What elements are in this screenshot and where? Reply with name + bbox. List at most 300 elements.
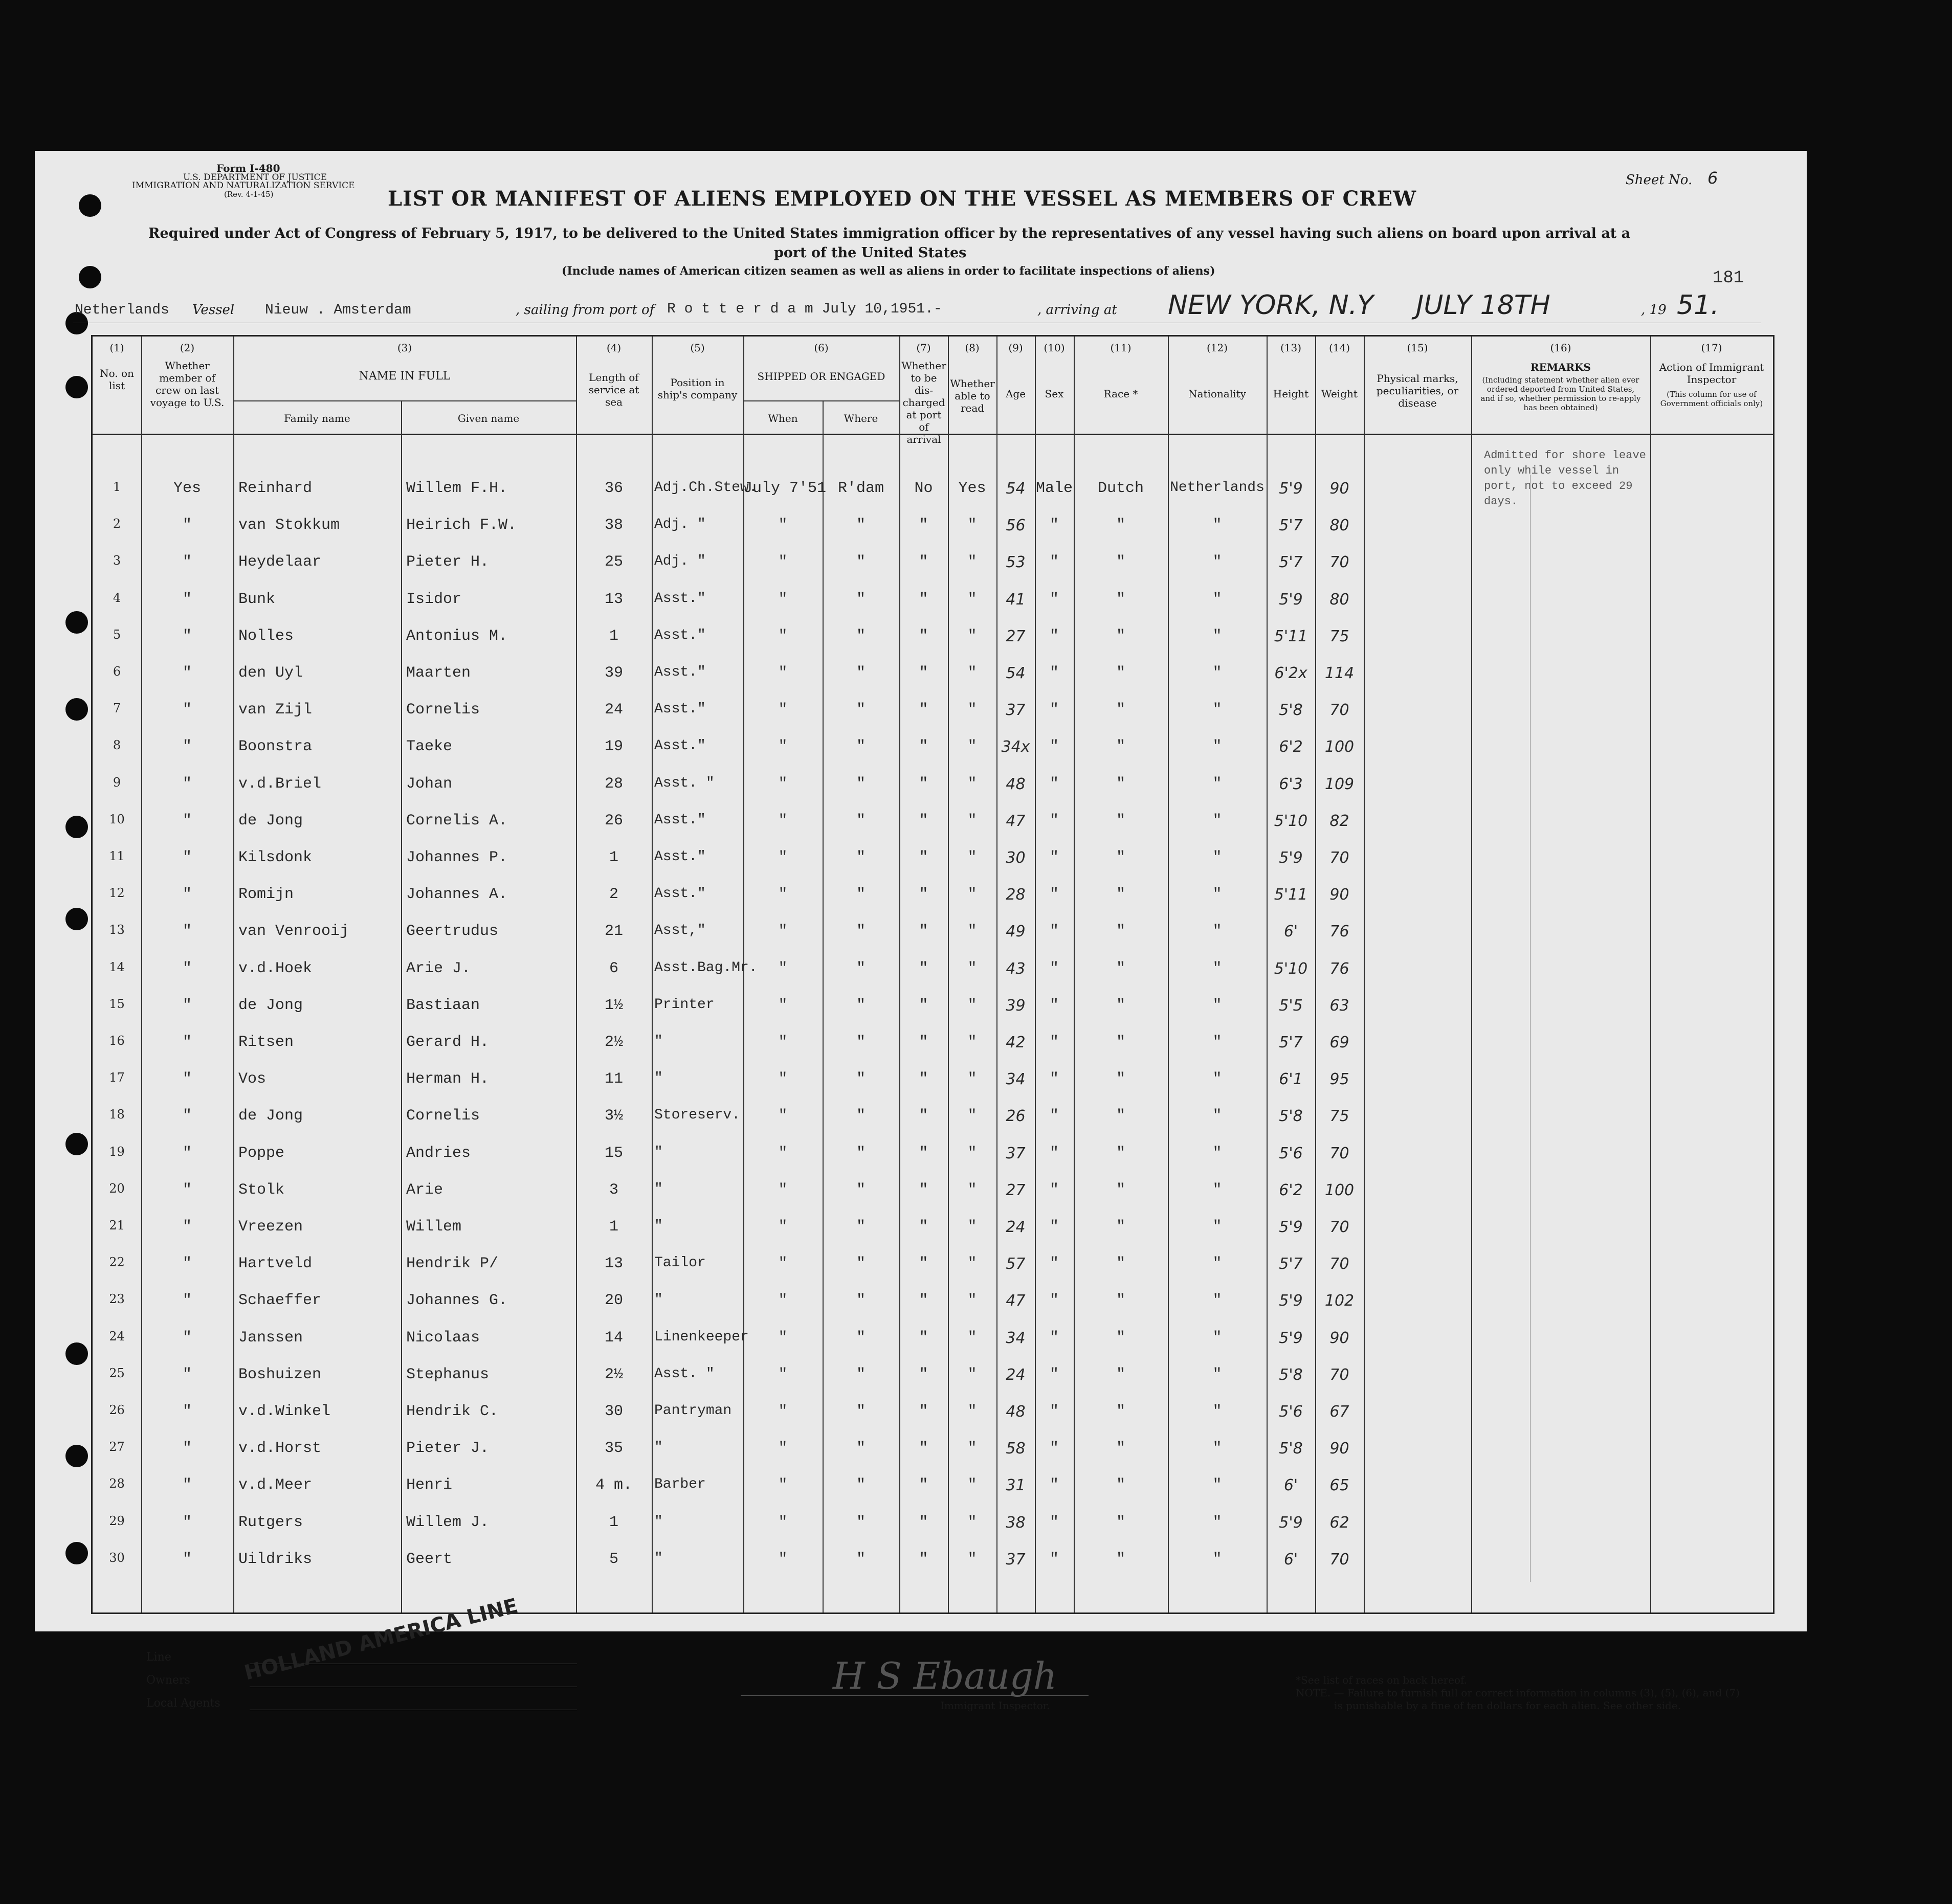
row-when-ditto: " <box>778 1107 788 1125</box>
manifest-sheet <box>35 151 1807 1712</box>
row-where-ditto: " <box>856 627 866 645</box>
row-weight: 75 <box>1329 627 1349 645</box>
col-num: (14) <box>1328 342 1350 354</box>
header-height: Height <box>1273 388 1309 400</box>
row-length-service: 3½ <box>604 1107 623 1125</box>
row-number: 11 <box>109 849 125 863</box>
row-sex-ditto: " <box>1049 775 1059 793</box>
row-length-service: 36 <box>604 480 623 497</box>
row-sex-ditto: " <box>1049 664 1059 682</box>
row-height: 5'9 <box>1279 1329 1303 1347</box>
row-when-ditto: " <box>778 1365 788 1383</box>
header-shipped-engaged: SHIPPED OR ENGAGED <box>757 370 885 383</box>
row-discharged-ditto: " <box>919 738 928 756</box>
row-length-service: 25 <box>604 553 623 571</box>
vessel-name: Nieuw . Amsterdam <box>265 302 411 318</box>
row-able-read-ditto: " <box>967 886 977 904</box>
row-crew-last-voyage: " <box>182 1218 192 1236</box>
row-discharged-ditto: " <box>919 923 928 940</box>
header-when: When <box>768 412 798 424</box>
row-where-ditto: " <box>856 1292 866 1310</box>
row-race-ditto: " <box>1116 1255 1125 1273</box>
row-number: 15 <box>109 996 125 1011</box>
row-height: 5'8 <box>1279 1365 1303 1384</box>
row-able-read-ditto: " <box>967 1144 977 1162</box>
row-number: 5 <box>113 627 121 642</box>
header-able-read: Whether able to read <box>950 377 995 414</box>
row-where-ditto: " <box>856 959 866 977</box>
row-race-ditto: " <box>1116 664 1125 682</box>
row-weight: 70 <box>1329 701 1349 720</box>
punch-hole <box>65 611 88 634</box>
row-discharged-ditto: " <box>919 1513 928 1531</box>
row-crew-last-voyage: " <box>182 1107 192 1125</box>
row-weight: 69 <box>1329 1034 1349 1051</box>
row-weight: 95 <box>1329 1070 1349 1089</box>
row-family-name: Nolles <box>238 627 294 645</box>
row-discharged-ditto: " <box>919 1181 928 1199</box>
row-number: 3 <box>113 553 121 568</box>
row-race-ditto: " <box>1116 1513 1125 1531</box>
row-discharged-ditto: " <box>919 886 928 904</box>
row-where-ditto: " <box>856 590 866 608</box>
col-divider <box>233 337 234 1612</box>
row-where-ditto: " <box>856 738 866 756</box>
row-race-ditto: " <box>1116 775 1125 793</box>
row-weight: 70 <box>1329 553 1349 572</box>
row-family-name: Janssen <box>238 1329 303 1347</box>
row-where-ditto: " <box>856 1144 866 1162</box>
header-physical-marks: Physical marks, peculiarities, or disease <box>1376 372 1459 409</box>
row-position: Asst." <box>654 627 706 643</box>
row-nationality-ditto: " <box>1212 775 1222 793</box>
row-age: 41 <box>1006 590 1026 609</box>
row-position: Linenkeeper <box>654 1329 749 1345</box>
row-where-ditto: " <box>856 996 866 1014</box>
row-when-ditto: " <box>778 738 788 756</box>
row-height: 6'1 <box>1279 1070 1303 1089</box>
punch-hole <box>65 1342 88 1365</box>
punch-hole <box>65 376 88 398</box>
row-given-name: Bastiaan <box>406 996 480 1014</box>
row-where-ditto: " <box>856 812 866 830</box>
row-number: 20 <box>109 1181 125 1196</box>
row-weight: 63 <box>1329 996 1349 1015</box>
row-given-name: Arie <box>406 1181 443 1199</box>
row-length-service: 11 <box>604 1070 623 1088</box>
row-family-name: v.d.Briel <box>238 775 322 793</box>
row-position: Adj. " <box>654 517 706 533</box>
col-num: (6) <box>814 342 829 354</box>
row-age: 24 <box>1006 1218 1026 1236</box>
form-number: Form I-480 <box>216 162 280 174</box>
row-length-service: 2½ <box>604 1365 623 1383</box>
punch-hole <box>65 1542 88 1564</box>
row-when-ditto: " <box>778 1218 788 1236</box>
row-given-name: Cornelis <box>406 1107 480 1125</box>
row-number: 30 <box>109 1550 125 1565</box>
row-position: Storeserv. <box>654 1107 741 1124</box>
row-discharged-ditto: " <box>919 1476 928 1494</box>
col-num: (1) <box>109 342 124 354</box>
row-given-name: Geert <box>406 1550 453 1568</box>
row-length-service: 1 <box>609 849 618 866</box>
row-sex-ditto: " <box>1049 1550 1059 1568</box>
col-divider <box>1364 337 1365 1612</box>
penalty-note-1: NOTE. — Failure to furnish full or correct information in columns (3), (5), (6), and (7) <box>1296 1687 1740 1699</box>
row1-where: R'dam <box>837 480 884 497</box>
row-when-ditto: " <box>778 959 788 977</box>
row-race-ditto: " <box>1116 517 1125 534</box>
row-age: 42 <box>1006 1034 1026 1051</box>
row-discharged-ditto: " <box>919 1329 928 1347</box>
row-sex-ditto: " <box>1049 1144 1059 1162</box>
row1-able-read: Yes <box>958 480 986 497</box>
row-position: Asst. " <box>654 775 715 791</box>
row-able-read-ditto: " <box>967 553 977 571</box>
row-able-read-ditto: " <box>967 812 977 830</box>
header-weight: Weight <box>1321 388 1358 400</box>
punch-hole <box>65 698 88 721</box>
row-height: 5'8 <box>1279 1107 1303 1126</box>
manifest-subtitle-2: port of the United States <box>774 245 967 261</box>
row-given-name: Hendrik P/ <box>406 1255 499 1273</box>
row-crew-last-voyage: " <box>182 1365 192 1383</box>
row-crew-last-voyage: Yes <box>173 480 201 497</box>
row-crew-last-voyage: " <box>182 1034 192 1051</box>
row-discharged-ditto: " <box>919 1292 928 1310</box>
row-length-service: 39 <box>604 664 623 682</box>
row-nationality-ditto: " <box>1212 1365 1222 1383</box>
row-race-ditto: " <box>1116 849 1125 866</box>
arrival-port: NEW YORK, N.Y <box>1168 290 1373 321</box>
row1-nationality: Netherlands <box>1170 480 1265 496</box>
row-crew-last-voyage: " <box>182 996 192 1014</box>
row-discharged-ditto: " <box>919 1255 928 1273</box>
row-when-ditto: " <box>778 627 788 645</box>
row-position: Asst," <box>654 923 706 939</box>
row-sex-ditto: " <box>1049 1218 1059 1236</box>
row-discharged-ditto: " <box>919 996 928 1014</box>
row-family-name: Uildriks <box>238 1550 313 1568</box>
vessel-label: Vessel <box>192 302 235 318</box>
row-given-name: Johannes A. <box>406 886 508 904</box>
row1-sex: Male <box>1035 480 1073 497</box>
row-where-ditto: " <box>856 1513 866 1531</box>
row-age: 58 <box>1006 1440 1026 1458</box>
row-sex-ditto: " <box>1049 1292 1059 1310</box>
row-family-name: Ritsen <box>238 1034 294 1051</box>
row-height: 5'7 <box>1279 1034 1303 1051</box>
row-given-name: Stephanus <box>406 1365 490 1383</box>
row-age: 31 <box>1006 1476 1026 1495</box>
row-number: 18 <box>109 1107 125 1122</box>
row-family-name: Bunk <box>238 590 276 608</box>
row-height: 5'10 <box>1274 812 1308 830</box>
row-family-name: v.d.Meer <box>238 1476 313 1494</box>
row-nationality-ditto: " <box>1212 627 1222 645</box>
row-crew-last-voyage: " <box>182 1292 192 1310</box>
row-nationality-ditto: " <box>1212 1440 1222 1458</box>
row-able-read-ditto: " <box>967 1513 977 1531</box>
row1-race: Dutch <box>1097 480 1144 497</box>
row-number: 10 <box>109 812 125 826</box>
row-where-ditto: " <box>856 1329 866 1347</box>
row-nationality-ditto: " <box>1212 1218 1222 1236</box>
row-age: 24 <box>1006 1365 1026 1384</box>
row-family-name: Stolk <box>238 1181 285 1199</box>
row-able-read-ditto: " <box>967 1365 977 1383</box>
row-where-ditto: " <box>856 1107 866 1125</box>
row-weight: 76 <box>1329 923 1349 941</box>
row-sex-ditto: " <box>1049 1255 1059 1273</box>
row-where-ditto: " <box>856 1181 866 1199</box>
stamp-number: 181 <box>1713 268 1744 288</box>
row-nationality-ditto: " <box>1212 1181 1222 1199</box>
row-length-service: 38 <box>604 517 623 534</box>
header-remarks: REMARKS <box>1530 361 1591 373</box>
row-discharged-ditto: " <box>919 1218 928 1236</box>
row-age: 30 <box>1006 849 1026 867</box>
col-divider <box>1471 337 1472 1612</box>
row-when-ditto: " <box>778 1329 788 1347</box>
row-race-ditto: " <box>1116 1181 1125 1199</box>
row-height: 5'11 <box>1274 627 1308 645</box>
row-where-ditto: " <box>856 664 866 682</box>
row-where-ditto: " <box>856 1365 866 1383</box>
row-race-ditto: " <box>1116 1403 1125 1420</box>
row-nationality-ditto: " <box>1212 1292 1222 1310</box>
row-age: 53 <box>1006 553 1026 572</box>
row-discharged-ditto: " <box>919 1440 928 1458</box>
row-able-read-ditto: " <box>967 1329 977 1347</box>
row-where-ditto: " <box>856 1255 866 1273</box>
row-length-service: 6 <box>609 959 618 977</box>
row-number: 27 <box>109 1440 125 1454</box>
row-position: Tailor <box>654 1255 706 1271</box>
row-length-service: 2 <box>609 886 618 904</box>
col-num: (5) <box>690 342 705 354</box>
row-age: 54 <box>1006 480 1026 498</box>
row-race-ditto: " <box>1116 1107 1125 1125</box>
row-number: 8 <box>113 738 121 753</box>
row-number: 6 <box>113 664 121 679</box>
row-height: 5'6 <box>1279 1144 1303 1162</box>
row-family-name: v.d.Horst <box>238 1440 322 1458</box>
row-sex-ditto: " <box>1049 1034 1059 1051</box>
row-able-read-ditto: " <box>967 1550 977 1568</box>
header-no-on-list: No. on list <box>100 367 134 392</box>
col-num: (16) <box>1550 342 1571 354</box>
row-able-read-ditto: " <box>967 701 977 719</box>
col-num: (3) <box>397 342 412 354</box>
row-race-ditto: " <box>1116 923 1125 940</box>
row-family-name: den Uyl <box>238 664 303 682</box>
row-when-ditto: " <box>778 1550 788 1568</box>
row-weight: 90 <box>1329 1329 1349 1347</box>
row-race-ditto: " <box>1116 1329 1125 1347</box>
row-crew-last-voyage: " <box>182 738 192 756</box>
row-weight: 100 <box>1324 738 1355 756</box>
row-number: 4 <box>113 590 121 605</box>
row-given-name: Hendrik C. <box>406 1403 499 1420</box>
row-height: 5'7 <box>1279 1255 1303 1273</box>
row-nationality-ditto: " <box>1212 1403 1222 1420</box>
row-length-service: 1 <box>609 627 618 645</box>
row-age: 56 <box>1006 517 1026 535</box>
header-age: Age <box>1005 388 1026 400</box>
row-when-ditto: " <box>778 1255 788 1273</box>
row-able-read-ditto: " <box>967 738 977 756</box>
row-discharged-ditto: " <box>919 590 928 608</box>
row-number: 26 <box>109 1403 125 1417</box>
row-given-name: Johan <box>406 775 453 793</box>
row-position: Asst." <box>654 886 706 902</box>
arriving-label: , arriving at <box>1037 302 1117 318</box>
row-crew-last-voyage: " <box>182 1255 192 1273</box>
row-position: Asst. " <box>654 1365 715 1382</box>
row-length-service: 13 <box>604 590 623 608</box>
row-race-ditto: " <box>1116 1550 1125 1568</box>
row-sex-ditto: " <box>1049 849 1059 866</box>
row-where-ditto: " <box>856 849 866 866</box>
row-number: 23 <box>109 1292 125 1307</box>
row-nationality-ditto: " <box>1212 923 1222 940</box>
inspector-label: Immigrant Inspector. <box>940 1699 1050 1712</box>
row-given-name: Johannes G. <box>406 1292 508 1310</box>
row-nationality-ditto: " <box>1212 1070 1222 1088</box>
row-position: " <box>654 1181 663 1197</box>
row-able-read-ditto: " <box>967 1181 977 1199</box>
row-when-ditto: " <box>778 1144 788 1162</box>
row-position: " <box>654 1034 663 1049</box>
row-when-ditto: " <box>778 775 788 793</box>
row-number: 25 <box>109 1365 125 1380</box>
row-family-name: van Venrooij <box>238 923 349 940</box>
col-divider <box>652 337 653 1612</box>
manifest-subtitle-1: Required under Act of Congress of February 5, 1917, to be delivered to the United States immigration officer by the representatives of any vessel having such aliens on board upon arrival at a <box>148 226 1631 241</box>
header-length-service: Length of service at sea <box>588 371 639 408</box>
row-when-ditto: " <box>778 996 788 1014</box>
row-where-ditto: " <box>856 886 866 904</box>
row-race-ditto: " <box>1116 1070 1125 1088</box>
row-position: Asst." <box>654 701 706 718</box>
row-position: Asst." <box>654 812 706 828</box>
row-race-ditto: " <box>1116 1292 1125 1310</box>
row-family-name: van Stokkum <box>238 517 340 534</box>
row1-remarks: Admitted for shore leave only while vessel in port, not to exceed 29 days. <box>1484 449 1646 508</box>
row-nationality-ditto: " <box>1212 959 1222 977</box>
row-sex-ditto: " <box>1049 923 1059 940</box>
row-when-ditto: " <box>778 1292 788 1310</box>
row-nationality-ditto: " <box>1212 553 1222 571</box>
row-weight: 90 <box>1329 1440 1349 1458</box>
row-height: 5'9 <box>1279 1292 1303 1310</box>
row-when-ditto: " <box>778 1440 788 1458</box>
row-length-service: 21 <box>604 923 623 940</box>
row-height: 6' <box>1283 923 1298 941</box>
row-family-name: Vos <box>238 1070 267 1088</box>
row-when-ditto: " <box>778 812 788 830</box>
footer-line-label: Line <box>146 1651 171 1664</box>
row1-discharged: No <box>914 480 933 497</box>
row-where-ditto: " <box>856 517 866 534</box>
row-number: 24 <box>109 1329 125 1343</box>
row-given-name: Willem F.H. <box>406 480 508 497</box>
row-age: 49 <box>1006 923 1026 941</box>
row-crew-last-voyage: " <box>182 517 192 534</box>
row-discharged-ditto: " <box>919 627 928 645</box>
row-nationality-ditto: " <box>1212 1034 1222 1051</box>
sailing-port-date: R o t t e r d a m July 10,1951.- <box>667 301 942 317</box>
row-length-service: 14 <box>604 1329 623 1347</box>
row-discharged-ditto: " <box>919 1107 928 1125</box>
row-nationality-ditto: " <box>1212 1107 1222 1125</box>
punch-hole <box>65 816 88 838</box>
row-crew-last-voyage: " <box>182 1476 192 1494</box>
row-given-name: Cornelis A. <box>406 812 508 830</box>
row-position: Asst." <box>654 590 706 607</box>
row-able-read-ditto: " <box>967 1034 977 1051</box>
col-num: (13) <box>1280 342 1302 354</box>
row-able-read-ditto: " <box>967 1292 977 1310</box>
row-height: 5'8 <box>1279 1440 1303 1458</box>
col-num: (17) <box>1701 342 1722 354</box>
row-height: 5'9 <box>1279 849 1303 867</box>
row-race-ditto: " <box>1116 812 1125 830</box>
header-action-note: (This column for use of Government officials only) <box>1660 390 1763 408</box>
row-given-name: Isidor <box>406 590 462 608</box>
row-height: 5'10 <box>1274 959 1308 978</box>
row-race-ditto: " <box>1116 1476 1125 1494</box>
row-length-service: 13 <box>604 1255 623 1273</box>
row-given-name: Andries <box>406 1144 471 1162</box>
row-sex-ditto: " <box>1049 738 1059 756</box>
row-crew-last-voyage: " <box>182 959 192 977</box>
row-when-ditto: " <box>778 1476 788 1494</box>
row-nationality-ditto: " <box>1212 1550 1222 1568</box>
row-discharged-ditto: " <box>919 1144 928 1162</box>
punch-hole <box>65 1133 88 1155</box>
row-number: 9 <box>113 775 121 790</box>
row-age: 57 <box>1006 1255 1026 1273</box>
row-height: 5'8 <box>1279 701 1303 720</box>
row-length-service: 4 m. <box>595 1476 632 1494</box>
row-weight: 114 <box>1324 664 1355 682</box>
row-height: 5'9 <box>1279 1513 1303 1532</box>
row-crew-last-voyage: " <box>182 1070 192 1088</box>
row-length-service: 19 <box>604 738 623 756</box>
row-number: 19 <box>109 1144 125 1159</box>
row-height: 6'2x <box>1274 664 1307 682</box>
row-sex-ditto: " <box>1049 517 1059 534</box>
header-family-name: Family name <box>284 412 350 424</box>
row-age: 47 <box>1006 812 1026 830</box>
row-sex-ditto: " <box>1049 1329 1059 1347</box>
row-family-name: de Jong <box>238 812 303 830</box>
row-crew-last-voyage: " <box>182 590 192 608</box>
row-race-ditto: " <box>1116 1440 1125 1458</box>
punch-hole <box>79 266 101 288</box>
row-nationality-ditto: " <box>1212 517 1222 534</box>
row-height: 6'2 <box>1279 1181 1303 1199</box>
row-given-name: Willem J. <box>406 1513 490 1531</box>
row-age: 38 <box>1006 1513 1026 1532</box>
arrival-year: 51. <box>1677 290 1719 321</box>
row-sex-ditto: " <box>1049 959 1059 977</box>
row-race-ditto: " <box>1116 1365 1125 1383</box>
row-age: 27 <box>1006 1181 1026 1199</box>
